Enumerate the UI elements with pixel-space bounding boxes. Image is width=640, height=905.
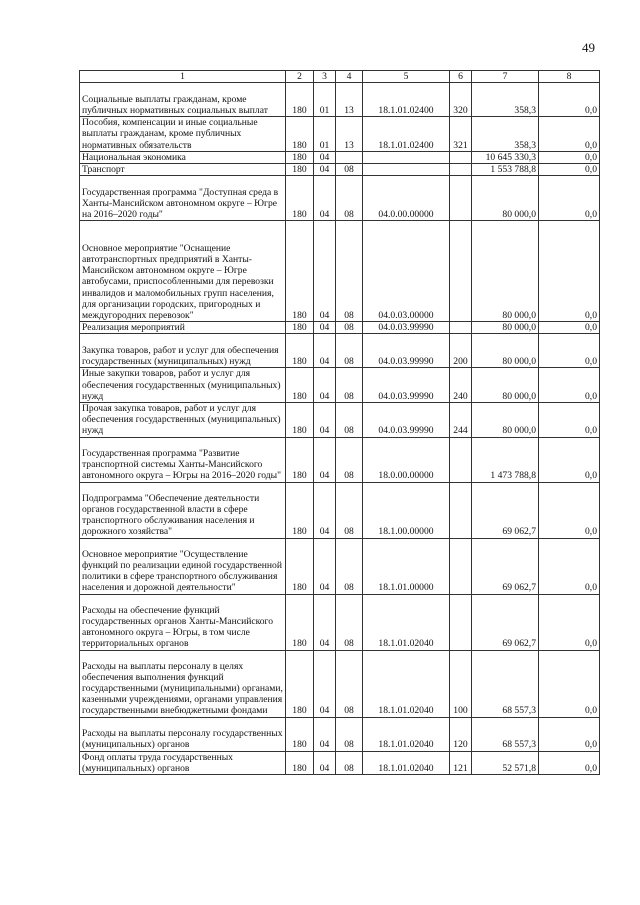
table-cell: 18.1.01.02400 bbox=[363, 117, 450, 152]
table-cell: 04 bbox=[314, 594, 336, 650]
table-cell: 04 bbox=[314, 151, 336, 163]
table-cell: 0,0 bbox=[539, 482, 600, 538]
table-cell bbox=[450, 538, 472, 594]
table-row bbox=[80, 482, 600, 538]
table-cell: 0,0 bbox=[539, 751, 600, 774]
row-name-cell: Подпрограмма "Обеспечение деятельности органов государственной власти в сфере транспортного обслуживания населения и дорожного хозяйства" bbox=[80, 482, 286, 538]
table-cell: 180 bbox=[286, 368, 314, 403]
table-cell: 04 bbox=[314, 482, 336, 538]
table-cell: 18.1.01.02040 bbox=[363, 594, 450, 650]
table-cell: 180 bbox=[286, 334, 314, 368]
column-header: 4 bbox=[336, 71, 363, 83]
row-name-cell: Государственная программа "Доступная среда в Ханты-Мансийском автономном округе – Югре на 2016–2020 годы" bbox=[80, 176, 286, 221]
row-name-cell: Прочая закупка товаров, работ и услуг для обеспечения государственных (муниципальных) нужд bbox=[80, 403, 286, 438]
table-cell: 08 bbox=[336, 717, 363, 751]
table-cell: 180 bbox=[286, 650, 314, 717]
table-cell: 80 000,0 bbox=[472, 368, 539, 403]
table-cell: 04.0.03.99990 bbox=[363, 403, 450, 438]
table-cell bbox=[336, 151, 363, 163]
table-cell: 0,0 bbox=[539, 334, 600, 368]
table-cell: 52 571,8 bbox=[472, 751, 539, 774]
table-cell: 18.0.00.00000 bbox=[363, 437, 450, 482]
budget-table bbox=[79, 70, 600, 775]
table-cell: 68 557,3 bbox=[472, 717, 539, 751]
table-cell: 80 000,0 bbox=[472, 322, 539, 334]
table-cell bbox=[363, 164, 450, 176]
table-cell: 0,0 bbox=[539, 403, 600, 438]
table-row bbox=[80, 151, 600, 163]
table-cell: 180 bbox=[286, 164, 314, 176]
row-name-cell: Государственная программа "Развитие транспортной системы Ханты-Мансийского автономного округа – Югры на 2016–2020 годы" bbox=[80, 437, 286, 482]
table-cell bbox=[450, 594, 472, 650]
table-cell: 0,0 bbox=[539, 322, 600, 334]
table-cell: 04 bbox=[314, 176, 336, 221]
table-cell: 0,0 bbox=[539, 221, 600, 322]
table-cell: 04 bbox=[314, 334, 336, 368]
table-cell: 04 bbox=[314, 751, 336, 774]
table-cell: 180 bbox=[286, 751, 314, 774]
table-cell: 01 bbox=[314, 117, 336, 152]
table-cell bbox=[450, 164, 472, 176]
table-cell: 180 bbox=[286, 403, 314, 438]
row-name-cell: Национальная экономика bbox=[80, 151, 286, 163]
table-row bbox=[80, 117, 600, 152]
column-header: 7 bbox=[472, 71, 539, 83]
table-cell: 04.0.03.99990 bbox=[363, 322, 450, 334]
page-number: 49 bbox=[582, 40, 595, 55]
table-cell: 80 000,0 bbox=[472, 403, 539, 438]
table-cell: 0,0 bbox=[539, 717, 600, 751]
row-name-cell: Расходы на выплаты персоналу государственных (муниципальных) органов bbox=[80, 717, 286, 751]
table-cell: 04 bbox=[314, 164, 336, 176]
table-cell: 13 bbox=[336, 83, 363, 117]
table-cell: 68 557,3 bbox=[472, 650, 539, 717]
table-cell: 04 bbox=[314, 403, 336, 438]
table-cell: 358,3 bbox=[472, 83, 539, 117]
table-cell: 100 bbox=[450, 650, 472, 717]
table-cell: 1 553 788,8 bbox=[472, 164, 539, 176]
table-cell: 13 bbox=[336, 117, 363, 152]
table-cell: 08 bbox=[336, 437, 363, 482]
table-cell: 08 bbox=[336, 594, 363, 650]
table-row bbox=[80, 437, 600, 482]
table-row bbox=[80, 322, 600, 334]
table-cell: 200 bbox=[450, 334, 472, 368]
table-row bbox=[80, 751, 600, 774]
table-cell: 08 bbox=[336, 334, 363, 368]
table-cell: 69 062,7 bbox=[472, 482, 539, 538]
table-cell bbox=[450, 482, 472, 538]
table-cell: 244 bbox=[450, 403, 472, 438]
table-cell: 10 645 330,3 bbox=[472, 151, 539, 163]
header-row bbox=[80, 71, 600, 83]
table-cell: 04 bbox=[314, 322, 336, 334]
table-cell: 08 bbox=[336, 221, 363, 322]
table-cell: 18.1.00.00000 bbox=[363, 482, 450, 538]
table-cell: 0,0 bbox=[539, 594, 600, 650]
table-row bbox=[80, 221, 600, 322]
table-cell: 04.0.03.99990 bbox=[363, 334, 450, 368]
table-cell: 180 bbox=[286, 176, 314, 221]
table-cell: 08 bbox=[336, 176, 363, 221]
row-name-cell: Расходы на выплаты персоналу в целях обеспечения выполнения функций государственными (муниципальными) органами, казенными учреждениями, органами управления государственными внебюджетными фондами bbox=[80, 650, 286, 717]
column-header: 1 bbox=[80, 71, 286, 83]
table-cell: 80 000,0 bbox=[472, 221, 539, 322]
table-cell: 1 473 788,8 bbox=[472, 437, 539, 482]
table-cell bbox=[450, 437, 472, 482]
table-cell: 18.1.01.02040 bbox=[363, 717, 450, 751]
table-cell: 180 bbox=[286, 437, 314, 482]
table-cell: 0,0 bbox=[539, 164, 600, 176]
table-row bbox=[80, 650, 600, 717]
table-cell: 0,0 bbox=[539, 83, 600, 117]
table-row bbox=[80, 176, 600, 221]
table-cell: 08 bbox=[336, 368, 363, 403]
table-cell bbox=[363, 151, 450, 163]
table-cell: 18.1.01.02040 bbox=[363, 751, 450, 774]
table-cell: 08 bbox=[336, 538, 363, 594]
table-cell: 08 bbox=[336, 751, 363, 774]
table-cell bbox=[450, 151, 472, 163]
table-cell: 0,0 bbox=[539, 437, 600, 482]
row-name-cell: Пособия, компенсации и иные социальные выплаты гражданам, кроме публичных нормативных обязательств bbox=[80, 117, 286, 152]
table-cell: 08 bbox=[336, 650, 363, 717]
table-cell: 120 bbox=[450, 717, 472, 751]
table-cell: 08 bbox=[336, 403, 363, 438]
table-cell: 180 bbox=[286, 117, 314, 152]
table-cell: 180 bbox=[286, 717, 314, 751]
row-name-cell: Иные закупки товаров, работ и услуг для обеспечения государственных (муниципальных) нужд bbox=[80, 368, 286, 403]
column-header: 6 bbox=[450, 71, 472, 83]
table-cell: 0,0 bbox=[539, 650, 600, 717]
table-cell: 04.0.03.99990 bbox=[363, 368, 450, 403]
table-cell: 04 bbox=[314, 650, 336, 717]
table-row bbox=[80, 334, 600, 368]
table-cell: 08 bbox=[336, 482, 363, 538]
table-row bbox=[80, 538, 600, 594]
table-cell: 0,0 bbox=[539, 176, 600, 221]
table-cell: 04 bbox=[314, 717, 336, 751]
column-header: 3 bbox=[314, 71, 336, 83]
table-cell: 80 000,0 bbox=[472, 176, 539, 221]
table-row bbox=[80, 403, 600, 438]
table-cell: 04.0.00.00000 bbox=[363, 176, 450, 221]
table-cell: 240 bbox=[450, 368, 472, 403]
table-cell: 321 bbox=[450, 117, 472, 152]
table-body bbox=[80, 83, 600, 775]
table-row bbox=[80, 83, 600, 117]
table-cell: 180 bbox=[286, 83, 314, 117]
table-row bbox=[80, 164, 600, 176]
table-cell: 18.1.01.00000 bbox=[363, 538, 450, 594]
table-cell: 180 bbox=[286, 151, 314, 163]
row-name-cell: Основное мероприятие "Оснащение автотранспортных предприятий в Ханты-Мансийском автономном округе – Югре автобусами, приспособленными для перевозки инвалидов и маломобильных групп населения, для организации городских, пригородных и междугородних перевозок" bbox=[80, 221, 286, 322]
column-header: 5 bbox=[363, 71, 450, 83]
table-row bbox=[80, 368, 600, 403]
table-cell: 04 bbox=[314, 221, 336, 322]
table-cell: 01 bbox=[314, 83, 336, 117]
table-cell bbox=[450, 322, 472, 334]
table-cell: 180 bbox=[286, 538, 314, 594]
table-cell: 358,3 bbox=[472, 117, 539, 152]
table-cell: 04 bbox=[314, 538, 336, 594]
table-cell: 18.1.01.02040 bbox=[363, 650, 450, 717]
column-header: 2 bbox=[286, 71, 314, 83]
column-header: 8 bbox=[539, 71, 600, 83]
row-name-cell: Социальные выплаты гражданам, кроме публичных нормативных социальных выплат bbox=[80, 83, 286, 117]
table-cell: 0,0 bbox=[539, 151, 600, 163]
row-name-cell: Фонд оплаты труда государственных (муниципальных) органов bbox=[80, 751, 286, 774]
table-cell: 121 bbox=[450, 751, 472, 774]
table-cell: 04.0.03.00000 bbox=[363, 221, 450, 322]
table-cell: 69 062,7 bbox=[472, 594, 539, 650]
table-cell: 0,0 bbox=[539, 117, 600, 152]
table-cell: 18.1.01.02400 bbox=[363, 83, 450, 117]
table-cell bbox=[450, 176, 472, 221]
table-cell: 08 bbox=[336, 322, 363, 334]
row-name-cell: Закупка товаров, работ и услуг для обеспечения государственных (муниципальных) нужд bbox=[80, 334, 286, 368]
table-cell: 180 bbox=[286, 221, 314, 322]
table-cell: 08 bbox=[336, 164, 363, 176]
table-cell: 0,0 bbox=[539, 368, 600, 403]
table-cell bbox=[450, 221, 472, 322]
table-cell: 180 bbox=[286, 594, 314, 650]
table-cell: 180 bbox=[286, 482, 314, 538]
table-cell: 80 000,0 bbox=[472, 334, 539, 368]
table-cell: 0,0 bbox=[539, 538, 600, 594]
row-name-cell: Расходы на обеспечение функций государственных органов Ханты-Мансийского автономного округа – Югры, в том числе территориальных органов bbox=[80, 594, 286, 650]
table-cell: 320 bbox=[450, 83, 472, 117]
table-row bbox=[80, 717, 600, 751]
row-name-cell: Реализация мероприятий bbox=[80, 322, 286, 334]
table-cell: 180 bbox=[286, 322, 314, 334]
row-name-cell: Транспорт bbox=[80, 164, 286, 176]
table-cell: 04 bbox=[314, 368, 336, 403]
row-name-cell: Основное мероприятие "Осуществление функций по реализации единой государственной политики в сфере транспортного обслуживания населения и дорожной деятельности" bbox=[80, 538, 286, 594]
table-row bbox=[80, 594, 600, 650]
table-cell: 04 bbox=[314, 437, 336, 482]
table-cell: 69 062,7 bbox=[472, 538, 539, 594]
